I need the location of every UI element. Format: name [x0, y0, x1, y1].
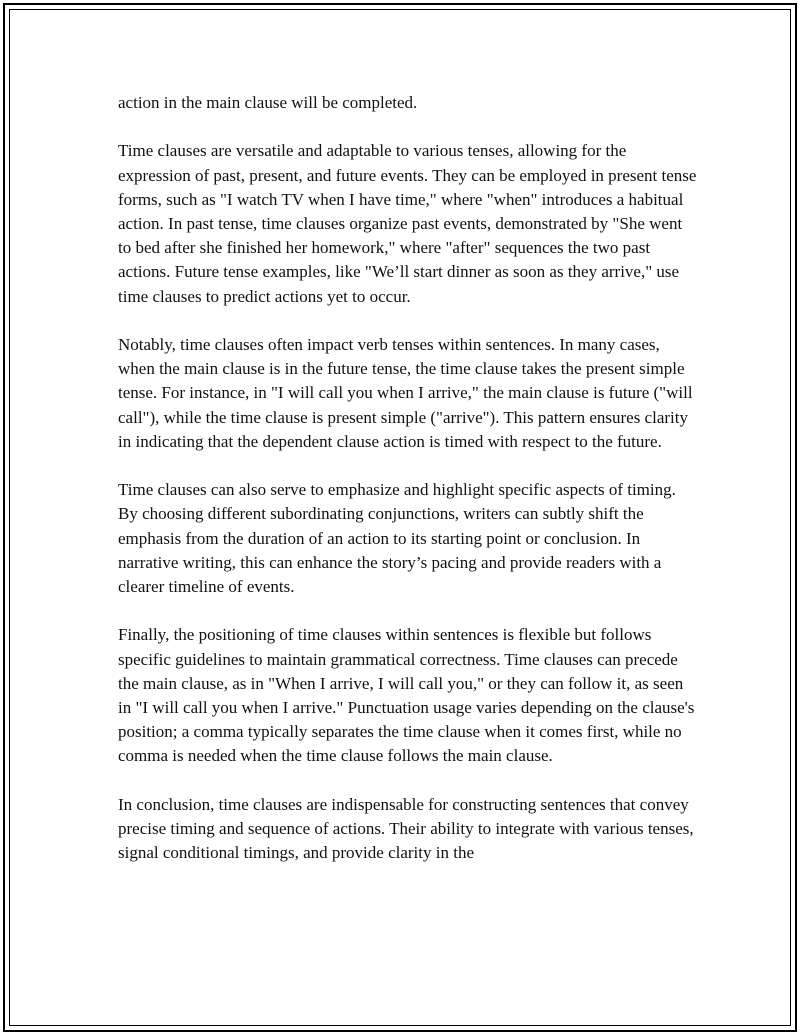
paragraph-1: action in the main clause will be completed.	[118, 93, 418, 112]
paragraph-6: In conclusion, time clauses are indispensable for constructing sentences that convey precise timing and sequence of actions. Their ability to integrate with various tenses, signal conditional timings, and provide clarity in the	[118, 794, 694, 863]
document-body	[118, 91, 698, 890]
paragraph-5: Finally, the positioning of time clauses within sentences is flexible but follows specific guidelines to maintain grammatical correctness. Time clauses can precede the main clause, as in "When I arrive, I will call you," or they can follow it, as seen in "I will call you when I arrive." Punctuation usage varies depending on the clause's position; a comma typically separates the time clause when it comes first, while no comma is needed when the time clause follows the main clause.	[118, 625, 695, 766]
paragraph-2: Time clauses are versatile and adaptable to various tenses, allowing for the expression of past, present, and future events. They can be employed in present tense forms, such as "I watch TV when I have time," where "when" introduces a habitual action. In past tense, time clauses organize past events, demonstrated by "She went to bed after she finished her homework," where "after" sequences the two past actions. Future tense examples, like "We’ll start dinner as soon as they arrive," use time clauses to predict actions yet to occur.	[118, 141, 697, 306]
paragraph-4: Time clauses can also serve to emphasize and highlight specific aspects of timing. By choosing different subordinating conjunctions, writers can subtly shift the emphasis from the duration of an action to its starting point or conclusion. In narrative writing, this can enhance the story’s pacing and provide readers with a clearer timeline of events.	[118, 480, 676, 597]
paragraph-3: Notably, time clauses often impact verb tenses within sentences. In many cases, when the main clause is in the future tense, the time clause takes the present simple tense. For instance, in "I will call you when I arrive," the main clause is future ("will call"), while the time clause is present simple ("arrive"). This pattern ensures clarity in indicating that the dependent clause action is timed with respect to the future.	[118, 335, 693, 451]
